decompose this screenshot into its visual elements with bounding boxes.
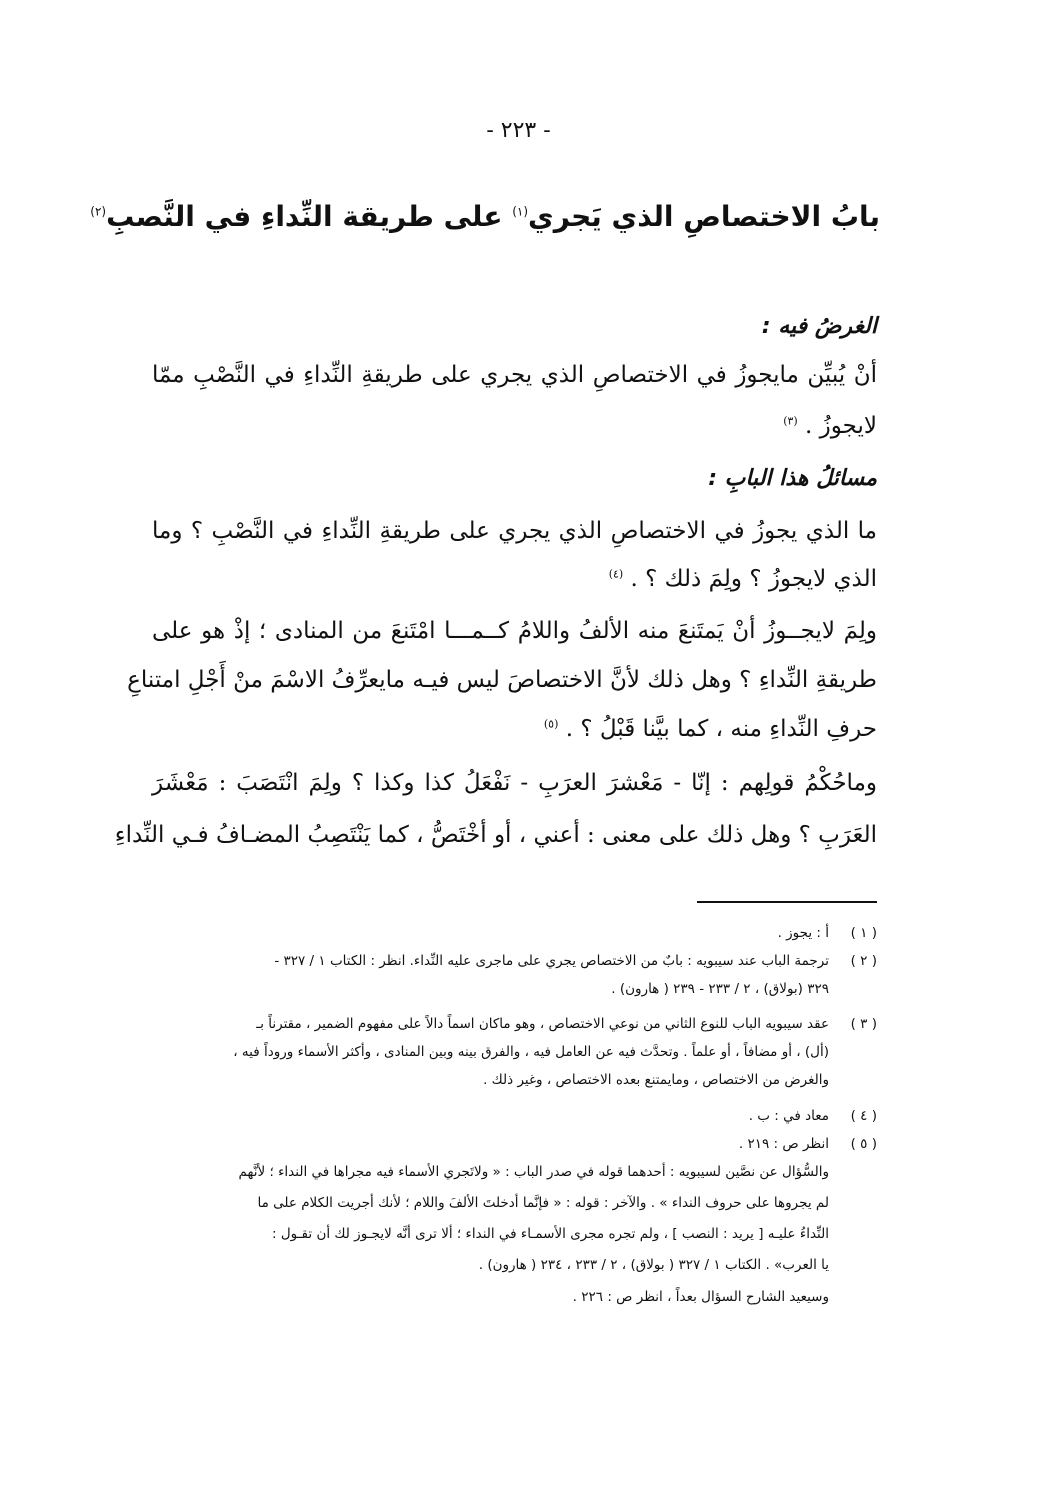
body-line-2: الذي لايجوزُ ؟ ولِمَ ذلك ؟ . $^{(٤)}$ — [608, 566, 877, 592]
footnote-ref-2: (٢) — [90, 204, 107, 219]
footnote-5-cont-5: وسيعيد الشارح السؤال بعداً ، انظر ص : ٢٢٦ . — [572, 1289, 829, 1305]
footnote-4: ( ٤ )معاد في : ب . — [748, 1108, 877, 1124]
footnote-ref-1: (١) — [512, 204, 529, 219]
footnote-3-cont-2: والغرض من الاختصاص ، ومايمتنع بعده الاختصاص ، وغير ذلك . — [483, 1072, 829, 1088]
footnote-3-cont-1: (أل) ، أو مضافاً ، أو علماً . وتحدَّث فيه عن العامل فيه ، والفرق بينه وبين المنادى ، وأكثر الأسماء وروداً فيه ، — [233, 1044, 829, 1060]
footnote-5: ( ٥ )انظر ص : ٢١٩ . — [738, 1136, 877, 1152]
footnote-3: ( ٣ )عقد سيبويه الباب للنوع الثاني من نوعي الاختصاص ، وهو ماكان اسماً دالاً على مفهوم الضمير ، مقترناً بـ — [256, 1016, 877, 1032]
body-line-4: طريقةِ النِّداءِ ؟ وهل ذلك لأنَّ الاختصاصَ ليس فيـه مايعرِّفُ الاسْمَ منْ أَجْلِ امتناعِ — [127, 667, 877, 693]
footnote-5-cont-3: النِّداءُ عليـه [ يريد : النصب ] ، ولم تجره مجرى الأسمـاء في النداء ؛ ألا ترى أنَّه لايجـوز لك أن تقـول : — [271, 1226, 829, 1242]
footnote-ref-5: (٥) — [543, 717, 559, 731]
chapter-title-part-b: على طريقة النِّداءِ في النَّصبِ — [106, 200, 513, 233]
footnote-1: ( ١ )أ : يجوز . — [777, 925, 877, 941]
body-line-6: وماحُكْمُ قولِهم : إنّا - مَعْشرَ العرَبِ - نَفْعَلُ كذا وكذا ؟ ولِمَ انْتَصَبَ : مَعْشَرَ — [152, 770, 877, 796]
footnote-2: ( ٢ )ترجمة الباب عند سيبويه : بابٌ من الاختصاص يجري على ماجرى عليه النِّداء. انظر : الكتاب ١ / ٣٢٧ - — [274, 953, 877, 969]
footnote-2-cont: ٣٢٩ (بولاق) ، ٢ / ٢٣٣ - ٢٣٩ ( هارون) . — [611, 981, 829, 997]
chapter-title — [90, 200, 880, 233]
chapter-title-part-a: بابُ الاختصاصِ الذي يَجري — [528, 200, 880, 233]
body-line-1: ما الذي يجوزُ في الاختصاصِ الذي يجري على طريقةِ النِّداءِ في النَّصْبِ ؟ وما — [152, 518, 877, 544]
heading-issues: مسائلُ هذا البابِ : — [708, 466, 877, 491]
body-line-7: العَرَبِ ؟ وهل ذلك على معنى : أعني ، أو أخْتَصُّ ، كما يَنْتَصِبُ المضـافُ فـي النِّداءِ — [114, 822, 877, 848]
purpose-line-1: أنْ يُبيِّن مايجوزُ في الاختصاصِ الذي يجري على طريقةِ النِّداءِ في النَّصْبِ ممّا — [152, 362, 877, 388]
page-number: - ٢٢٣ - — [486, 118, 551, 143]
footnote-5-cont-4: يا العرب» . الكتاب ١ / ٣٢٧ ( بولاق) ، ٢ / ٢٣٣ ، ٢٣٤ ( هارون) . — [478, 1257, 829, 1273]
body-line-3: ولِمَ لايجــوزُ أنْ يَمتَنعَ منه الألفُ واللامُ كــمـــا امْتَنعَ من المنادى ؛ إذْ هو على — [152, 618, 877, 644]
footnote-5-cont-2: لم يجروها على حروف النداء » . والآخر : قوله : « فإنَّما أدخلتَ الألفَ واللام ؛ لأنك أجريت الكلام على ما — [257, 1195, 829, 1211]
heading-purpose: الغرضُ فيه : — [761, 314, 877, 339]
footnote-5-cont-1: والسُّؤال عن نصَّين لسيبويه : أحدهما قوله في صدر الباب : « ولاتَجري الأسماء فيه مجراها في النداء ؛ لأنَّهم — [238, 1164, 829, 1180]
footnote-ref-3: (٣) — [783, 414, 798, 428]
purpose-line-2: لايجوزُ . $^{(٣)}$ — [783, 413, 877, 439]
footnote-ref-4: (٤) — [608, 567, 624, 581]
footnote-separator — [697, 901, 877, 903]
body-line-5: حرفِ النِّداءِ منه ، كما بيَّنا قَبْلُ ؟ . $^{(٥)}$ — [543, 716, 877, 742]
